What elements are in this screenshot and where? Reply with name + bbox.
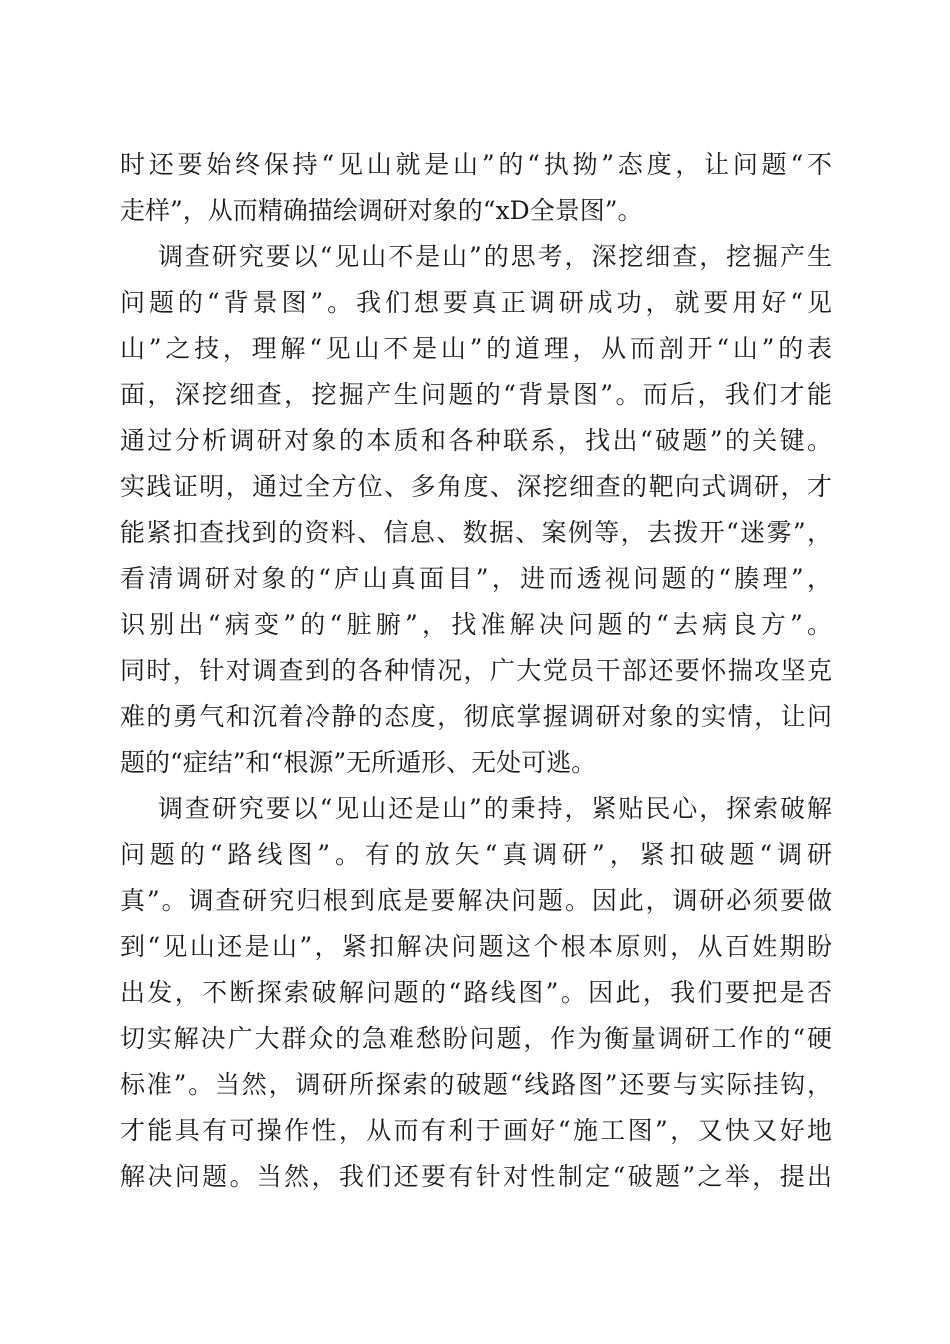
text-line: 面，深挖细查，挖掘产生问题的“背景图”。而后，我们才能 xyxy=(120,380,832,409)
text-line: 山”之技，理解“见山不是山”的道理，从而剖开“山”的表 xyxy=(120,334,832,363)
text-line: 实践证明，通过全方位、多角度、深挖细查的靶向式调研，才 xyxy=(120,472,832,501)
text-line: 解决问题。当然，我们还要有针对性制定“破题”之举，提出 xyxy=(120,1162,832,1191)
paragraph-3 xyxy=(120,786,832,1200)
text-line: 问题的“路线图”。有的放矢“真调研”，紧扣破题“调研 xyxy=(120,840,832,869)
text-line: 到“见山还是山”，紧扣解决问题这个根本原则，从百姓期盼 xyxy=(120,932,832,961)
text-line: 切实解决广大群众的急难愁盼问题，作为衡量调研工作的“硬 xyxy=(120,1024,832,1053)
text-line: 标准”。当然，调研所探索的破题“线路图”还要与实际挂钩， xyxy=(120,1070,832,1099)
paragraph-2 xyxy=(120,234,832,786)
text-line: 题的“症结”和“根源”无所遁形、无处可逃。 xyxy=(120,748,597,777)
text-line: 看清调研对象的“庐山真面目”，进而透视问题的“腠理”， xyxy=(120,564,832,593)
paragraph-1 xyxy=(120,142,832,234)
text-line: 调查研究要以“见山还是山”的秉持，紧贴民心，探索破解 xyxy=(158,794,832,823)
text-line: 才能具有可操作性，从而有利于画好“施工图”，又快又好地 xyxy=(120,1116,832,1145)
text-line: 时还要始终保持“见山就是山”的“执拗”态度，让问题“不 xyxy=(120,150,832,179)
text-line: 能紧扣查找到的资料、信息、数据、案例等，去拨开“迷雾”， xyxy=(120,518,832,547)
text-line: 问题的“背景图”。我们想要真正调研成功，就要用好“见 xyxy=(120,288,832,317)
body-text xyxy=(120,142,832,1200)
text-line: 同时，针对调查到的各种情况，广大党员干部还要怀揣攻坚克 xyxy=(120,656,832,685)
text-line: 调查研究要以“见山不是山”的思考，深挖细查，挖掘产生 xyxy=(158,242,832,271)
text-line: 真”。调查研究归根到底是要解决问题。因此，调研必须要做 xyxy=(120,886,832,915)
text-line: 难的勇气和沉着冷静的态度，彻底掌握调研对象的实情，让问 xyxy=(120,702,832,731)
text-line: 识别出“病变”的“脏腑”，找准解决问题的“去病良方”。 xyxy=(120,610,832,639)
text-line: 出发，不断探索破解问题的“路线图”。因此，我们要把是否 xyxy=(120,978,832,1007)
text-line: 走样”，从而精确描绘调研对象的“xD全景图”。 xyxy=(120,196,643,225)
text-line: 通过分析调研对象的本质和各种联系，找出“破题”的关键。 xyxy=(120,426,832,455)
